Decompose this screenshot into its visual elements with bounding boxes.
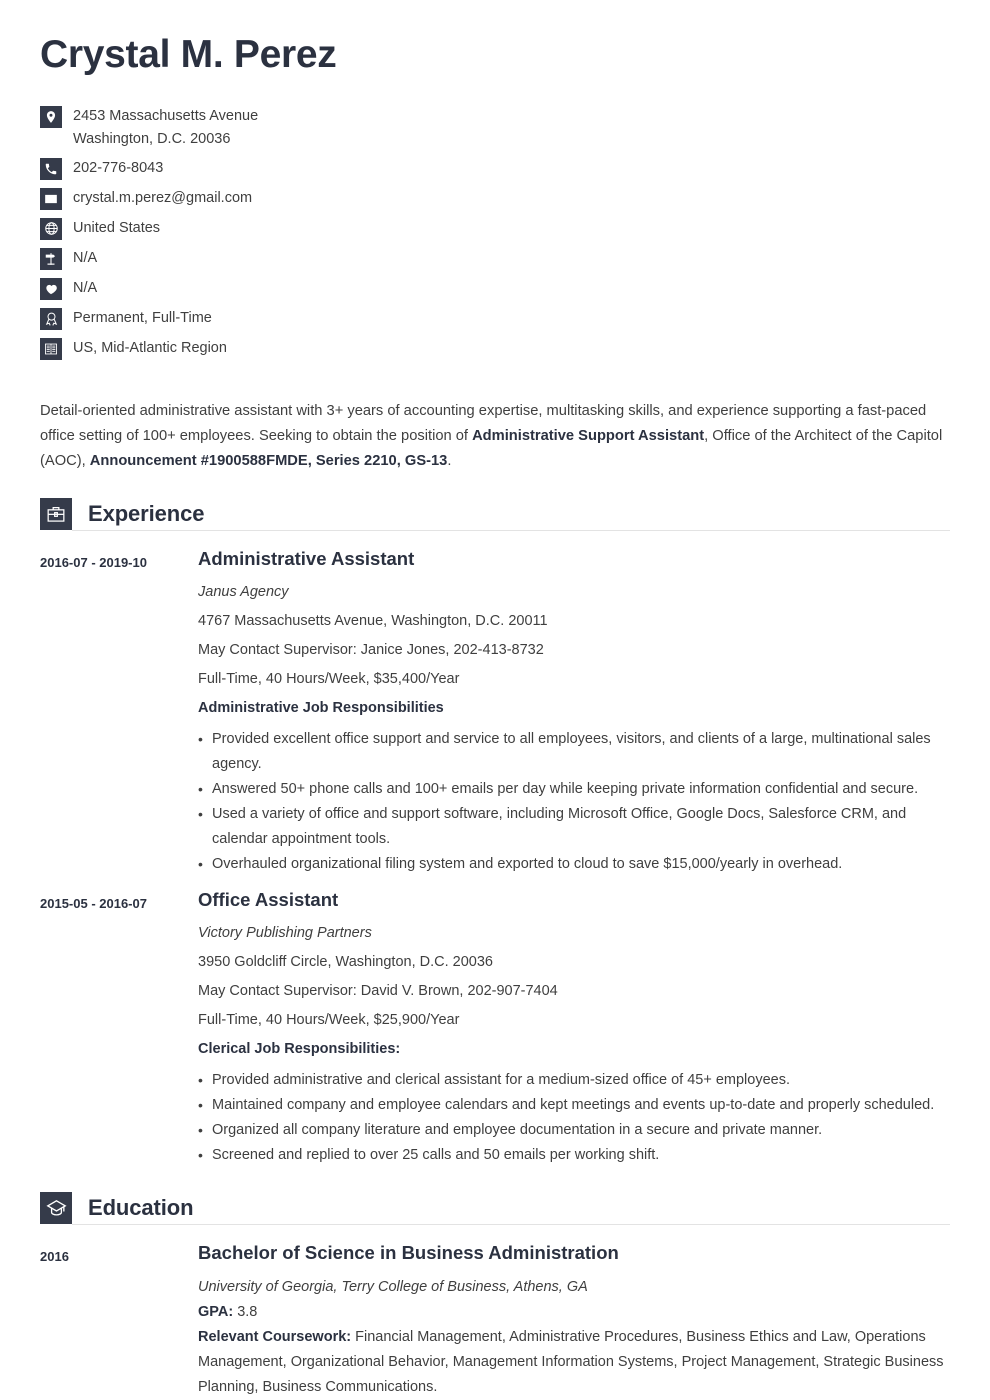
list-item: • Overhauled organizational filing system and exported to cloud to save $15,000/yearly in overhead. [198,852,950,877]
entry-responsibilities-heading: Administrative Job Responsibilities [198,700,444,717]
contact-item-country [40,217,950,241]
entry-body [198,548,950,877]
entry-coursework-value: Financial Management, Administrative Procedures, Business Ethics and Law, Operations Management, Organizational Behavior, Management Information Systems, Project Management, Strategic Business Planning, Business Communications. [198,1329,944,1396]
summary-announcement: Announcement #1900588FMDE, Series 2210, GS-13 [89,452,448,469]
contact-item-text: 202-776-8043 [73,159,164,176]
summary-target-position: Administrative Support Assistant [472,427,705,444]
entry-address: 4767 Massachusetts Avenue, Washington, D.C. 20011 [198,613,548,630]
summary-text-part3: . [447,452,452,469]
heart-icon [40,278,62,300]
contact-item-region [40,337,950,361]
summary-text-part2: , Office of the Architect of the Capitol (AOC), [40,427,943,469]
entry-date: 2016 [40,1249,69,1265]
award-ribbon-icon [40,308,62,330]
entry-degree: Bachelor of Science in Business Administration [198,1242,619,1264]
professional-summary [40,399,950,474]
entry-date: 2016-07 - 2019-10 [40,554,147,570]
globe-icon [40,218,62,240]
contact-item-address [40,105,950,151]
section-title-experience: Experience [88,500,205,526]
entry-responsibilities-heading: Clerical Job Responsibilities: [198,1041,401,1058]
entry-company: Janus Agency [198,584,289,601]
phone-icon [40,158,62,180]
entry-job-title: Office Assistant [198,889,339,911]
entry-company: Victory Publishing Partners [198,925,372,942]
entry-gpa-label: GPA: [198,1304,234,1321]
contact-item-signpost [40,247,950,271]
entry-bullet-list [198,727,950,877]
list-item: • Screened and replied to over 25 calls and 50 emails per working shift. [198,1143,950,1168]
section-title-education: Education [88,1195,194,1221]
contact-item-text: crystal.m.perez@gmail.com [73,189,253,206]
briefcase-icon [40,498,72,530]
contact-item-text: Permanent, Full-Time [73,309,212,326]
section-header-education [40,1192,950,1224]
list-item: • Organized all company literature and employee documentation in a secure and private manner. [198,1118,950,1143]
contact-item-text-line2: Washington, D.C. 20036 [73,130,231,147]
entry-body [198,1242,950,1400]
page-title: Crystal M. Perez [40,33,337,76]
contact-item-email [40,187,950,211]
contact-item-phone [40,157,950,181]
section-experience [40,498,950,1168]
section-education [40,1192,950,1400]
entry-address: 3950 Goldcliff Circle, Washington, D.C. 20036 [198,954,493,971]
contact-item-text: United States [73,219,161,236]
entry-coursework [198,1325,950,1400]
location-pin-icon [40,106,62,128]
entry-school: University of Georgia, Terry College of Business, Athens, GA [198,1279,588,1296]
entry-coursework-label: Relevant Coursework: [198,1329,352,1346]
entry-terms: Full-Time, 40 Hours/Week, $25,900/Year [198,1012,460,1029]
contact-list [40,105,950,361]
entry-supervisor: May Contact Supervisor: David V. Brown, 202-907-7404 [198,983,558,1000]
contact-item-employment-type [40,307,950,331]
envelope-icon [40,188,62,210]
entry-job-title: Administrative Assistant [198,547,415,569]
entry-terms: Full-Time, 40 Hours/Week, $35,400/Year [198,671,460,688]
list-item: • Provided administrative and clerical assistant for a medium-sized office of 45+ employees. [198,1068,950,1093]
signpost-icon [40,248,62,270]
contact-item-heart [40,277,950,301]
entry-date: 2015-05 - 2016-07 [40,896,147,912]
contact-item-text: N/A [73,249,98,266]
list-item: • Provided excellent office support and service to all employees, visitors, and clients of a large, multinational sales agency. [198,727,950,777]
entry-gpa [198,1300,950,1325]
list-item: • Used a variety of office and support software, including Microsoft Office, Google Docs, Salesforce CRM, and calendar appointment tools. [198,802,950,852]
list-item: • Answered 50+ phone calls and 100+ emails per day while keeping private information confidential and secure. [198,777,950,802]
section-header-experience [40,498,950,530]
section-divider [72,530,950,531]
open-book-icon [40,338,62,360]
experience-entry [40,548,950,877]
education-entry [40,1242,950,1400]
entry-body [198,889,950,1168]
contact-item-text: N/A [73,279,98,296]
summary-text-part1: Detail-oriented administrative assistant with 3+ years of accounting expertise, multitasking skills, and experience supporting a fast-paced office setting of 100+ employees. Seeking to obtain the position of [40,402,927,444]
section-divider [72,1224,950,1225]
list-item: • Maintained company and employee calendars and kept meetings and events up-to-date and properly scheduled. [198,1093,950,1118]
experience-entry [40,889,950,1168]
entry-supervisor: May Contact Supervisor: Janice Jones, 202-413-8732 [198,642,544,659]
entry-gpa-value: 3.8 [233,1304,258,1321]
contact-item-text: US, Mid-Atlantic Region [73,339,227,356]
contact-item-text: 2453 Massachusetts Avenue Washington, D.C. 20036 [73,105,258,151]
entry-bullet-list [198,1068,950,1168]
graduation-cap-icon [40,1192,72,1224]
